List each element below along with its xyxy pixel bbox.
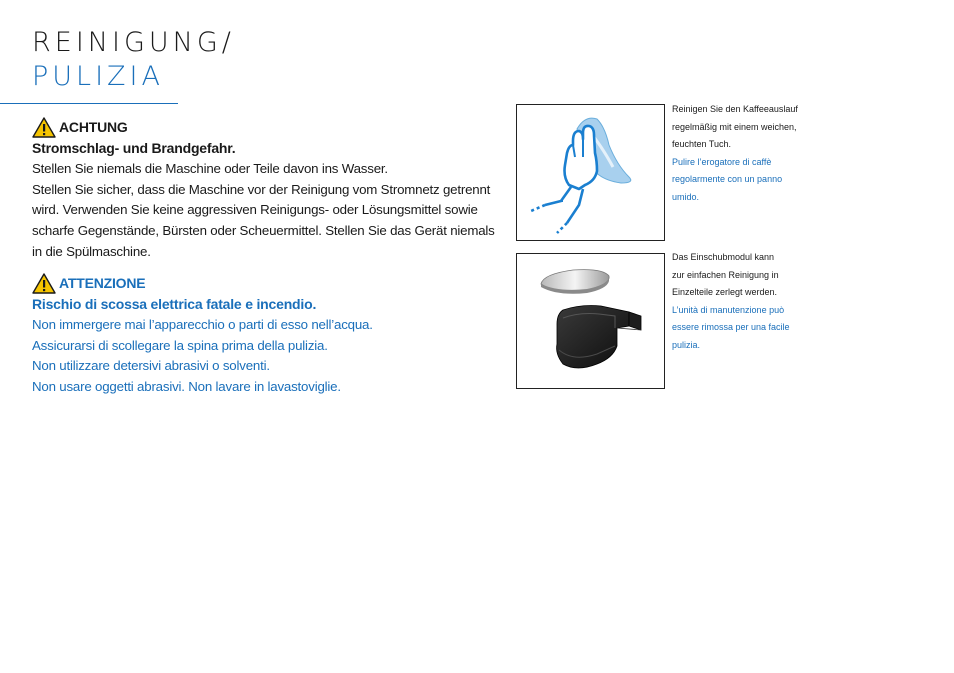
caption-it-line: essere rimossa per una facile <box>672 322 790 332</box>
title-underline <box>0 103 178 104</box>
caption-maintenance-unit <box>672 249 812 354</box>
hand-cloth-icon <box>517 105 664 240</box>
page-title-de: REINIGUNG/ <box>32 27 235 58</box>
illustration-cleaning-spout <box>516 104 665 241</box>
warning-de <box>32 116 502 263</box>
caption-it-line: Pulire l’erogatore di caffè <box>672 156 772 167</box>
warning-de-line: Stellen Sie sicher, dass die Maschine vor der Reinigung vom Stromnetz getrennt <box>32 181 491 197</box>
warning-de-heading: ACHTUNG <box>59 119 128 136</box>
warning-de-line: wird. Verwenden Sie keine aggressiven Reinigungs- oder Lösungsmittel sowie <box>32 202 478 218</box>
caption-de-line: regelmäßig mit einem weichen, <box>672 121 797 132</box>
warning-triangle-icon <box>32 117 56 138</box>
page-title-it: PULIZIA <box>32 61 164 92</box>
warning-it <box>32 272 502 398</box>
warning-it-line: Non immergere mai l’apparecchio o parti di esso nell’acqua. <box>32 316 373 332</box>
caption-cleaning-spout <box>672 101 812 206</box>
caption-de-line: feuchten Tuch. <box>672 139 732 149</box>
caption-de-line: Reinigen Sie den Kaffeeauslauf <box>672 104 798 114</box>
warning-it-subheading: Rischio di scossa elettrica fatale e incendio. <box>32 296 317 312</box>
warning-it-line: Assicurarsi di scollegare la spina prima della pulizia. <box>32 337 328 353</box>
caption-it-line: pulizia. <box>672 339 701 350</box>
page-title <box>32 26 235 94</box>
warning-de-line: Stellen Sie niemals die Maschine oder Teile davon ins Wasser. <box>32 160 388 176</box>
caption-de-line: zur einfachen Reinigung in <box>672 269 779 280</box>
warning-it-line: Non utilizzare detersivi abrasivi o solventi. <box>32 358 270 374</box>
warning-de-heading-row <box>32 116 502 138</box>
caption-de-line: Das Einschubmodul kann <box>672 252 775 262</box>
caption-it-line: L’unità di manutenzione può <box>672 304 785 315</box>
warning-triangle-icon <box>32 273 56 294</box>
maintenance-unit-icon <box>517 254 664 388</box>
warning-de-line: scharfe Gegenstände, Bürsten oder Scheuermittel. Stellen Sie das Gerät niemals <box>32 223 495 239</box>
caption-de-line: Einzelteile zerlegt werden. <box>672 287 778 297</box>
caption-it-line: regolarmente con un panno <box>672 174 783 184</box>
warning-de-line: in die Spülmaschine. <box>32 243 151 259</box>
warning-it-line: Non usare oggetti abrasivi. Non lavare in lavastoviglie. <box>32 379 341 395</box>
caption-it-line: umido. <box>672 191 700 202</box>
warning-de-subheading: Stromschlag- und Brandgefahr. <box>32 140 236 156</box>
warning-it-heading: ATTENZIONE <box>59 275 146 292</box>
warning-it-heading-row <box>32 272 502 294</box>
illustration-maintenance-unit <box>516 253 665 389</box>
